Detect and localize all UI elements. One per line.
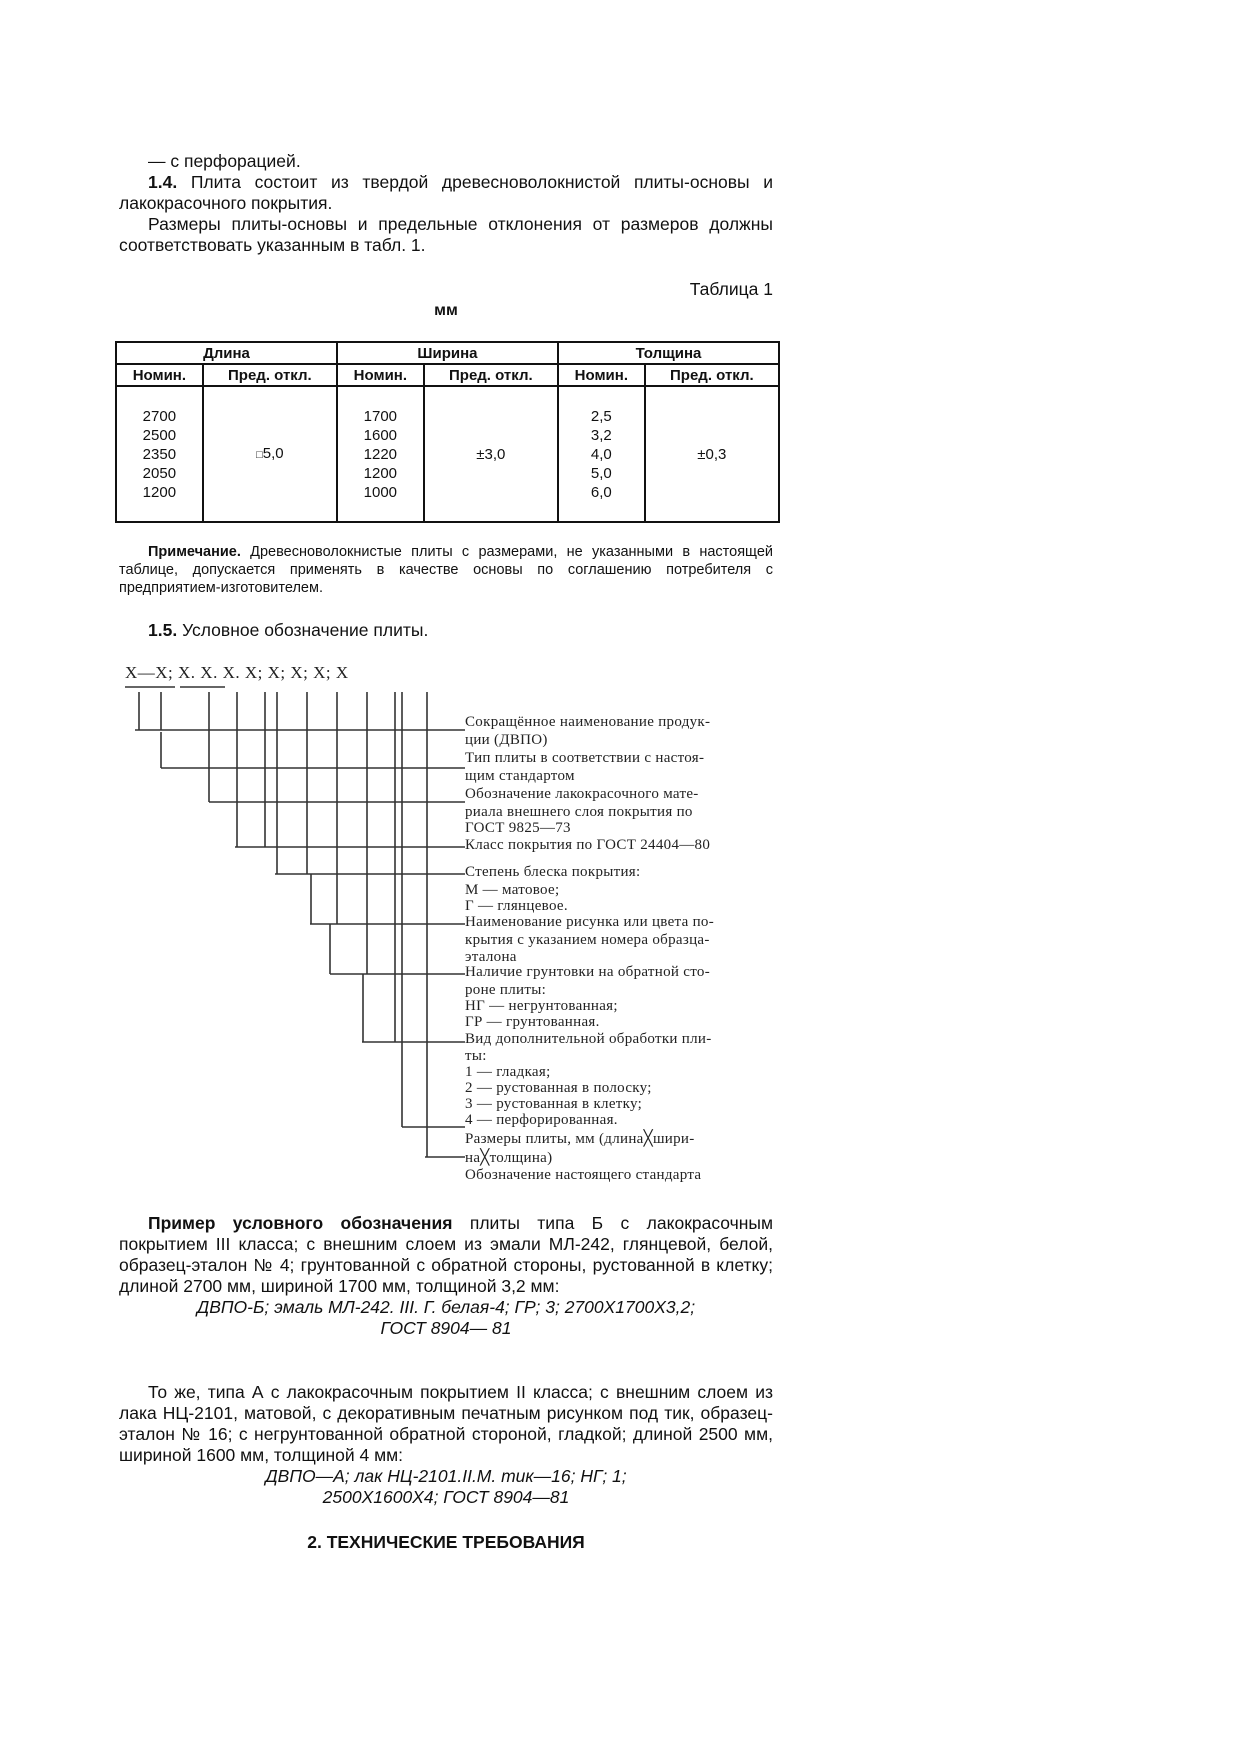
designation-diagram <box>125 662 785 1192</box>
note-text: Древесноволокнистые плиты с размерами, не указанными в настоящей таблице, допускается применять в качестве основы по соглашению потребителя с предприятием-изготовителем. <box>119 544 773 596</box>
width-value: 1700 <box>363 407 398 425</box>
diagram-label: 4 — перфорированная. <box>465 1112 618 1128</box>
width-tolerance-cell: ±3,0 <box>424 386 558 522</box>
diagram-label: Класс покрытия по ГОСТ 24404—80 <box>465 837 711 853</box>
section-2-title: 2. ТЕХНИЧЕСКИЕ ТРЕБОВАНИЯ <box>307 1532 585 1552</box>
paragraph-1-5-block <box>119 620 773 641</box>
subheader-width-nominal: Номин. <box>337 364 424 386</box>
width-value: 1000 <box>363 483 398 501</box>
paragraph-1-4 <box>119 172 773 214</box>
example-1-paragraph <box>119 1213 773 1297</box>
diagram-label: 1 — гладкая; <box>465 1064 551 1080</box>
diagram-label: ции (ДВПО) <box>465 732 548 748</box>
diagram-label: Обозначение лакокрасочного мате- <box>465 786 699 802</box>
length-value: 2350 <box>142 445 177 463</box>
paragraph-sizes: Размеры плиты-основы и предельные отклонения от размеров должны соответствовать указанным в табл. 1. <box>119 214 773 255</box>
diagram-label: Обозначение настоящего стандарта <box>465 1167 702 1183</box>
diagram-label: щим стандартом <box>465 768 575 784</box>
diagram-label: на╳толщина) <box>465 1150 553 1166</box>
table-row <box>116 386 779 522</box>
header-length: Длина <box>116 342 337 364</box>
diagram-label: Наименование рисунка или цвета по- <box>465 914 715 930</box>
intro-block <box>119 151 773 256</box>
length-tolerance-cell <box>203 386 337 522</box>
example-1-block <box>119 1213 773 1339</box>
diagram-label: Размеры плиты, мм (длина╳шири- <box>465 1131 695 1147</box>
thickness-nominal-cell <box>558 386 645 522</box>
diagram-label: 3 — рустованная в клетку; <box>465 1096 643 1112</box>
subheader-thickness-tolerance: Пред. откл. <box>645 364 779 386</box>
header-width: Ширина <box>337 342 558 364</box>
paragraph-1-5-number: 1.5. <box>148 620 178 640</box>
thickness-value: 5,0 <box>590 464 612 482</box>
note-paragraph <box>119 543 773 597</box>
example-2-code-line-1: ДВПО—А; лак НЦ-2101.II.М. тик—16; НГ; 1; <box>265 1466 627 1486</box>
note-block <box>119 543 773 597</box>
width-value: 1220 <box>363 445 398 463</box>
diagram-label: Г — глянцевое. <box>465 898 568 914</box>
perforation-line: — с перфорацией. <box>148 151 301 171</box>
width-value: 1200 <box>363 464 398 482</box>
diagram-label: ты: <box>465 1048 487 1064</box>
note-label: Примечание. <box>148 544 241 560</box>
missing-glyph-icon: □ <box>256 448 263 461</box>
diagram-label: крытия с указанием номера образца- <box>465 932 710 948</box>
thickness-value: 6,0 <box>590 483 612 501</box>
length-nominal-cell <box>116 386 203 522</box>
example-1-code-line-2: ГОСТ 8904— 81 <box>380 1318 512 1338</box>
width-nominal-cell <box>337 386 424 522</box>
diagram-label: ГОСТ 9825—73 <box>465 820 571 836</box>
subheader-length-tolerance: Пред. откл. <box>203 364 337 386</box>
length-value: 1200 <box>142 483 177 501</box>
thickness-value: 4,0 <box>590 445 612 463</box>
example-1-label: Пример условного обозначения <box>148 1213 453 1233</box>
table-unit: мм <box>434 302 458 319</box>
thickness-value: 2,5 <box>590 407 612 425</box>
length-value: 2500 <box>142 426 177 444</box>
example-2-code-line-2: 2500Х1600Х4; ГОСТ 8904—81 <box>322 1487 570 1507</box>
paragraph-1-5 <box>119 620 773 641</box>
diagram-label: М — матовое; <box>465 882 560 898</box>
diagram-label: Сокращённое наименование продук- <box>465 714 711 730</box>
table-caption: Таблица 1 <box>689 279 773 299</box>
header-thickness: Толщина <box>558 342 779 364</box>
table-group-header-row <box>116 342 779 364</box>
thickness-tolerance-cell: ±0,3 <box>645 386 779 522</box>
table-sub-header-row <box>116 364 779 386</box>
width-value: 1600 <box>363 426 398 444</box>
designation-template: Х—Х; Х. Х. Х. Х; Х; Х; Х; Х <box>125 663 349 682</box>
length-value: 2050 <box>142 464 177 482</box>
diagram-label: Наличие грунтовки на обратной сто- <box>465 964 711 980</box>
example-1-text: плиты типа Б с лакокрасочным покрытием III класса; с внешним слоем из эмали МЛ-242, глянцевой, белой, образец-эталон № 4; грунтованной с обратной стороны, рустованной в клетку; длиной 2700 мм, шириной 1700 мм, толщиной 3,2 мм: <box>119 1213 773 1296</box>
paragraph-1-5-text: Условное обозначение плиты. <box>177 620 429 640</box>
paragraph-1-4-text: Плита состоит из твердой древесноволокнистой плиты-основы и лакокрасочного покрытия. <box>119 172 773 213</box>
dimensions-table <box>115 341 780 523</box>
example-2-paragraph: То же, типа А с лакокрасочным покрытием II класса; с внешним слоем из лака НЦ-2101, матовой, с декоративным печатным рисунком под тик, образец-эталон № 16; с негрунтованной обратной стороной, гладкой; длиной 2500 мм, шириной 1600 мм, толщиной 4 мм: <box>119 1382 773 1465</box>
example-2-block <box>119 1382 773 1508</box>
diagram-label: эталона <box>465 949 517 965</box>
diagram-label: НГ — негрунтованная; <box>465 998 618 1014</box>
diagram-label: ГР — грунтованная. <box>465 1014 600 1030</box>
length-value: 2700 <box>142 407 177 425</box>
subheader-length-nominal: Номин. <box>116 364 203 386</box>
length-tolerance-value: 5,0 <box>262 444 284 462</box>
diagram-label: риала внешнего слоя покрытия по <box>465 804 693 820</box>
diagram-label: 2 — рустованная в полоску; <box>465 1080 652 1096</box>
thickness-value: 3,2 <box>590 426 612 444</box>
diagram-label: роне плиты: <box>465 982 547 998</box>
subheader-thickness-nominal: Номин. <box>558 364 645 386</box>
paragraph-1-4-number: 1.4. <box>148 172 178 192</box>
example-1-code-line-1: ДВПО-Б; эмаль МЛ-242. III. Г. белая-4; ГР; 3; 2700Х1700Х3,2; <box>196 1297 696 1317</box>
subheader-width-tolerance: Пред. откл. <box>424 364 558 386</box>
diagram-label: Тип плиты в соответствии с настоя- <box>465 750 705 766</box>
diagram-label: Вид дополнительной обработки пли- <box>465 1031 712 1047</box>
diagram-label: Степень блеска покрытия: <box>465 864 641 880</box>
